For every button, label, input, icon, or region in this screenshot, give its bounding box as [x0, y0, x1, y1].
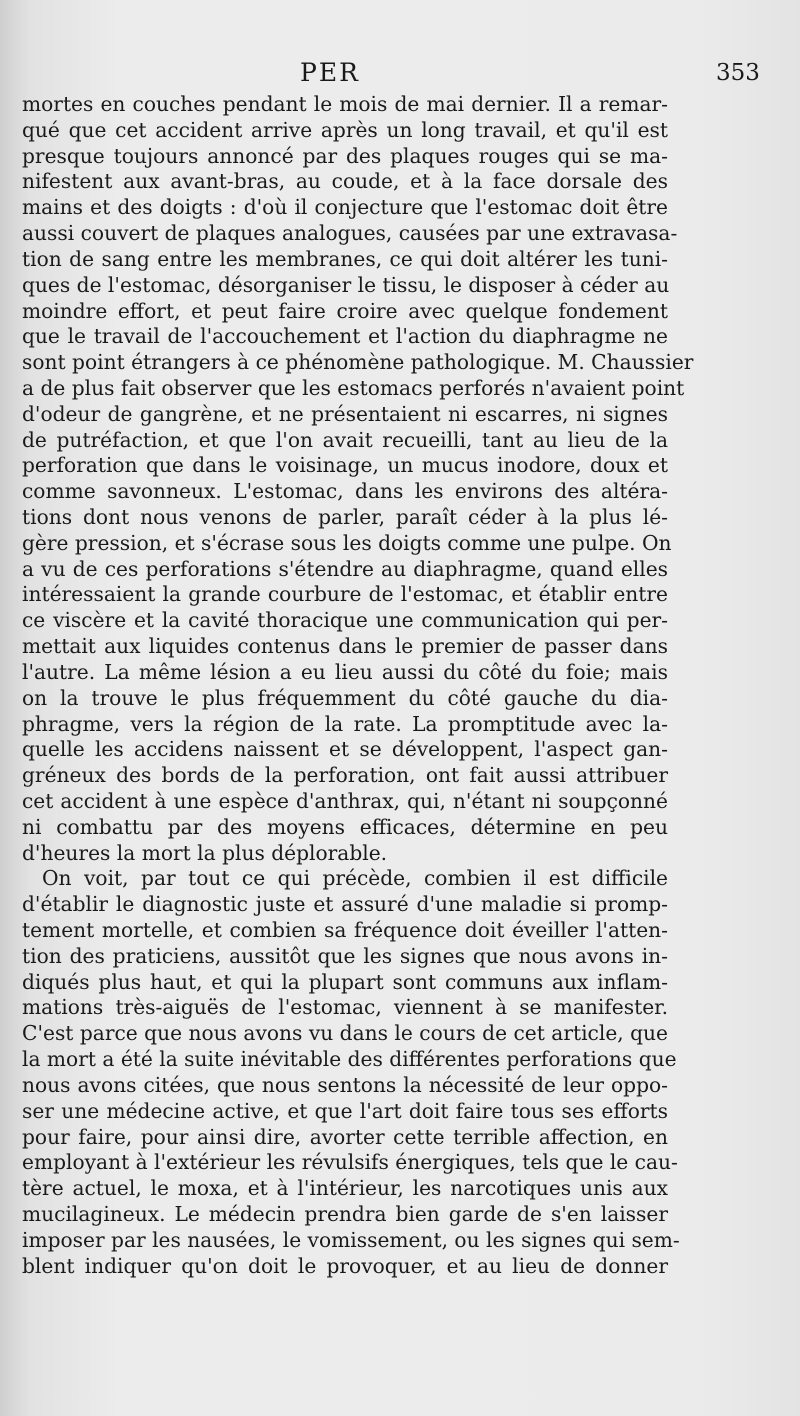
text-line: d'établir le diagnostic juste et assuré d'une maladie si promp- [22, 892, 668, 917]
text-line: moindre effort, et peut faire croire avec quelque fondement [22, 298, 668, 323]
text-line: la mort a été la suite inévitable des différentes perforations que [22, 1047, 677, 1072]
page-number: 353 [716, 60, 760, 86]
text-line: tion de sang entre les membranes, ce qui doit altérer les tuni- [22, 246, 668, 271]
text-line: comme savonneux. L'estomac, dans les environs des altéra- [22, 479, 668, 504]
text-line: mations très-aiguës de l'estomac, viennent à se manifester. [22, 995, 668, 1020]
text-line: diqués plus haut, et qui la plupart sont communs aux inflam- [22, 969, 668, 994]
text-line: intéressaient la grande courbure de l'estomac, et établir entre [22, 582, 668, 607]
text-line: On voit, par tout ce qui précède, combien il est difficile [42, 866, 668, 891]
text-line: de putréfaction, et que l'on avait recueilli, tant au lieu de la [22, 427, 668, 452]
text-line: a de plus fait observer que les estomacs perforés n'avaient point [22, 375, 685, 400]
text-line: tion des praticiens, aussitôt que les signes que nous avons in- [22, 943, 668, 968]
text-line: aussi couvert de plaques analogues, causées par une extravasa- [22, 221, 678, 246]
text-line: blent indiquer qu'on doit le provoquer, et au lieu de donner [22, 1253, 668, 1278]
text-line: C'est parce que nous avons vu dans le cours de cet article, que [22, 1021, 668, 1046]
text-line: sont point étrangers à ce phénomène pathologique. M. Chaussier [22, 350, 694, 375]
text-line: tement mortelle, et combien sa fréquence doit éveiller l'atten- [22, 918, 668, 942]
text-line: cet accident à une espèce d'anthrax, qui, n'étant ni soupçonné [22, 788, 668, 813]
text-line: pour faire, pour ainsi dire, avorter cette terrible affection, en [22, 1124, 668, 1149]
text-line: employant à l'extérieur les révulsifs énergiques, tels que le cau- [22, 1150, 678, 1175]
text-line: gréneux des bords de la perforation, ont fait aussi attribuer [22, 763, 668, 788]
text-line: on la trouve le plus fréquemment du côté gauche du dia- [22, 685, 668, 710]
text-line: l'autre. La même lésion a eu lieu aussi du côté du foie; mais [22, 659, 668, 684]
text-line: quelle les accidens naissent et se développent, l'aspect gan- [22, 737, 668, 762]
text-line: mucilagineux. Le médecin prendra bien garde de s'en laisser [22, 1201, 668, 1226]
text-line: perforation que dans le voisinage, un mucus inodore, doux et [22, 453, 668, 478]
text-line: tère actuel, le moxa, et à l'intérieur, les narcotiques unis aux [22, 1176, 668, 1201]
text-line: mains et des doigts : d'où il conjecture que l'estomac doit être [22, 195, 668, 220]
text-line: d'heures la mort la plus déplorable. [22, 840, 388, 865]
text-line: mettait aux liquides contenus dans le premier de passer dans [22, 634, 668, 659]
text-line: ce viscère et la cavité thoracique une communication qui per- [22, 608, 668, 633]
body-text [22, 92, 694, 1279]
text-line: d'odeur de gangrène, et ne présentaient ni escarres, ni signes [22, 401, 668, 426]
text-line: que le travail de l'accouchement et l'action du diaphragme ne [22, 324, 668, 349]
text-line: mortes en couches pendant le mois de mai dernier. Il a remar- [22, 92, 668, 116]
text-line: ser une médecine active, et que l'art doit faire tous ses efforts [22, 1098, 668, 1123]
text-line: qué que cet accident arrive après un long travail, et qu'il est [22, 117, 668, 142]
running-title: PER [300, 58, 360, 87]
text-line: gère pression, et s'écrase sous les doigts comme une pulpe. On [22, 530, 672, 555]
text-line: phragme, vers la région de la rate. La promptitude avec la- [22, 711, 668, 736]
text-line: nifestent aux avant-bras, au coude, et à la face dorsale des [22, 169, 668, 194]
text-line: a vu de ces perforations s'étendre au diaphragme, quand elles [22, 556, 668, 581]
text-line: ni combattu par des moyens efficaces, détermine en peu [22, 814, 668, 839]
text-line: nous avons citées, que nous sentons la nécessité de leur oppo- [22, 1072, 668, 1097]
text-line: ques de l'estomac, désorganiser le tissu, le disposer à céder au [22, 272, 670, 297]
text-line: tions dont nous venons de parler, paraît céder à la plus lé- [22, 505, 668, 529]
text-line: imposer par les nausées, le vomissement, ou les signes qui sem- [22, 1227, 680, 1252]
text-line: presque toujours annoncé par des plaques rouges qui se ma- [22, 143, 668, 168]
